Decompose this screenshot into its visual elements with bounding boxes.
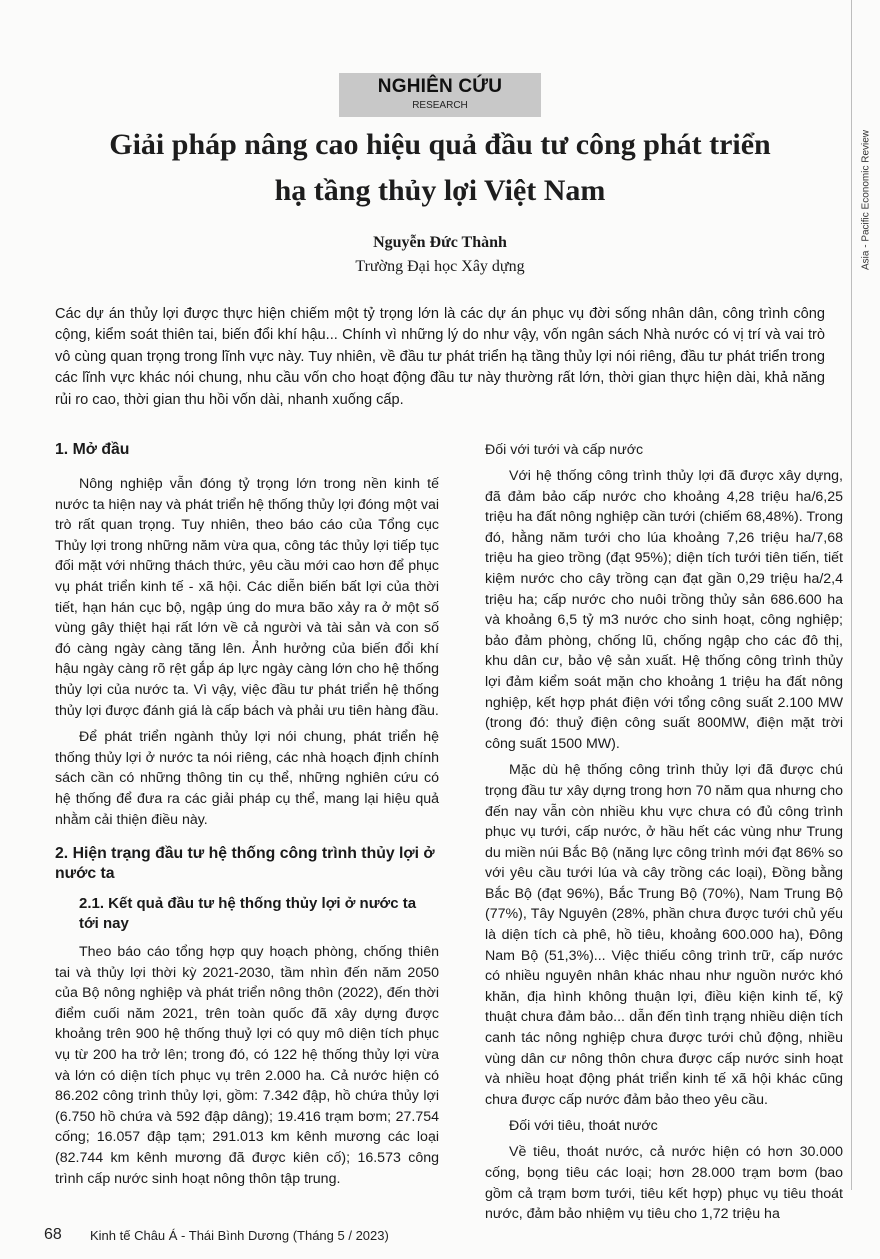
paragraph: Mặc dù hệ thống công trình thủy lợi đã được chú trọng đầu tư xây dựng trong hơn 70 năm qua nhưng cho đến nay vẫn còn nhiều khu vực chưa có đủ công trình phục vụ tưới, cấp nước, ở hầu hết các vùng như Trung du miền núi Bắc Bộ (năng lực công trình mới đạt 86% so với yêu cầu tưới lúa và cây trồng các loại), Đồng bằng Bắc Bộ (đạt 96%), Bắc Trung Bộ (70%), Nam Trung Bộ (77%), Tây Nguyên (28%, phần chưa được tưới chủ yếu là diện tích cà phê, hồ tiêu, khoảng 600.000 ha), Đông Nam Bộ (51,3%)... Việc thiếu công trình trữ, cấp nước có nhiều nguyên nhân khác nhau như nguồn nước khó khăn, địa hình không thuận lợi, điều kiện kinh tế, kỹ thuật chưa đảm bảo... dẫn đến tình trạng nhiều diện tích canh tác nông nghiệp chưa được tưới chủ động, nhiều vùng dân cư nông thôn chưa được cấp nước sinh hoạt và nhiều hoạt động phát triển kinh tế xã hội khác cũng chưa được cấp nước đảm bảo theo yêu cầu. <box>485 762 843 1108</box>
article-title <box>40 122 840 214</box>
paragraph: Với hệ thống công trình thủy lợi đã được xây dựng, đã đảm bảo cấp nước cho khoảng 4,28 triệu ha/6,25 triệu ha đất nông nghiệp cần tưới (chiếm 68,48%). Trong đó, hằng năm tưới cho lúa khoảng 7,26 triệu ha/7,68 triệu ha gieo trồng (đạt 95%); diện tích tưới tiên tiến, tiết kiệm nước cho cây trồng cạn đạt gần 0,29 triệu ha/2,4 triệu ha; cấp nước cho nuôi trồng thủy sản 686.600 ha và khoảng 6,5 tỷ m3 nước cho sinh hoạt, công nghiệp; bảo đảm phòng, chống lũ, chống ngập cho các đô thị, khu dân cư, bảo vệ sản xuất. Hệ thống công trình thủy lợi đảm kiểm soát mặn cho khoảng 1 triệu ha đất nông nghiệp, kết hợp phát điện với tổng công suất 2.100 MW (trong đó: thuỷ điện công suất 800MW, điện mặt trời công suất 1500 MW). <box>485 468 843 752</box>
side-divider <box>851 0 852 1190</box>
subheading-drainage: Đối với tiêu, thoát nước <box>509 1118 658 1135</box>
heading-current-status: 2. Hiện trạng đầu tư hệ thống công trình thủy lợi ở nước ta <box>55 845 435 883</box>
right-column <box>485 440 843 1231</box>
journal-side-label: Asia - Pacific Economic Review <box>860 129 872 271</box>
section-label-en: RESEARCH <box>412 100 468 111</box>
page-footer <box>0 1226 880 1252</box>
subheading-irrigation: Đối với tưới và cấp nước <box>485 442 644 458</box>
left-column <box>55 440 439 1195</box>
paragraph: Để phát triển ngành thủy lợi nói chung, phát triển hệ thống thủy lợi ở nước ta nói riêng, các nhà hoạch định chính sách cần có những thông tin cụ thể, những nghiên cứu có hệ thống để đưa ra các giải pháp cụ thể, mang lại hiệu quả nhằm cải thiện điều này. <box>55 729 439 828</box>
paragraph: Nông nghiệp vẫn đóng tỷ trọng lớn trong nền kinh tế nước ta hiện nay và phát triển hệ thống thủy lợi đóng một vai trò rất quan trọng. Tuy nhiên, theo báo cáo của Tổng cục Thủy lợi trong những năm vừa qua, công tác thủy lợi tiếp tục đối mặt với những thách thức, yêu cầu mới cao hơn để phục vụ phát triển kinh tế - xã hội. Các diễn biến bất lợi của thời tiết, hạn hán cục bộ, ngập úng do mưa bão xảy ra ở một số vùng gây thiệt hại rất lớn về cả người và tài sản và con số đó càng ngày càng tăng lên. Ảnh hưởng của biến đổi khí hậu ngày càng rõ rệt gắp áp lực ngày càng lớn cho hệ thống thủy lợi của nước ta. Vì vậy, việc đầu tư phát triển hệ thống thủy lợi được đánh giá là cấp bách và phải ưu tiên hàng đầu. <box>55 476 439 719</box>
paragraph: Theo báo cáo tổng hợp quy hoạch phòng, chống thiên tai và thủy lợi thời kỳ 2021-2030, tầm nhìn đến năm 2050 của Bộ nông nghiệp và phát triển nông thôn (2022), đến thời điểm cuối năm 2021, trên toàn quốc đã xây dựng được khoảng trên 900 hệ thống thuỷ lợi có quy mô diện tích phục vụ từ 200 ha trở lên; trong đó, có 122 hệ thống thủy lợi vừa và lớn có diện tích phục vụ trên 2.000 ha. Cả nước hiện có 86.202 công trình thủy lợi, gồm: 7.342 đập, hồ chứa thủy lợi (6.750 hồ chứa và 592 đập dâng); 19.416 trạm bơm; 27.754 cống; 16.057 đập tạm; 291.013 km kênh mương các loại (82.744 km kênh mương đã được kiên cố); 16.573 công trình cấp nước sinh hoạt nông thôn tập trung. <box>55 944 439 1187</box>
subheading-results: 2.1. Kết quả đầu tư hệ thống thủy lợi ở nước ta tới nay <box>79 895 417 933</box>
author-affiliation: Trường Đại học Xây dựng <box>355 258 525 275</box>
section-label: NGHIÊN CỨU <box>377 76 503 97</box>
author-name: Nguyễn Đức Thành <box>373 234 507 251</box>
abstract: Các dự án thủy lợi được thực hiện chiếm một tỷ trọng lớn là các dự án phục vụ đời sống nhân dân, công trình công cộng, kiểm soát thiên tai, biến đổi khí hậu... Chính vì những lý do như vậy, vốn ngân sách Nhà nước có vị trí và vai trò vô cùng quan trọng trong lĩnh vực này. Tuy nhiên, về đầu tư phát triển hạ tầng thủy lợi nói riêng, đầu tư phát triển trong các lĩnh vực khác nói chung, nhu cầu vốn cho hoạt động đầu tư này thường rất lớn, thời gian thực hiện dài, khả năng rủi ro cao, thời gian thu hồi vốn dài, nhanh xuống cấp. <box>55 306 825 408</box>
page-number: 68 <box>44 1226 62 1243</box>
journal-footer: Kinh tế Châu Á - Thái Bình Dương (Tháng 5 / 2023) <box>90 1228 389 1243</box>
title-line-1: Giải pháp nâng cao hiệu quả đầu tư công phát triển <box>109 128 771 161</box>
heading-introduction: 1. Mở đầu <box>55 441 130 458</box>
paragraph: Về tiêu, thoát nước, cả nước hiện có hơn 30.000 cống, bọng tiêu các loại; hơn 28.000 trạm bơm (bao gồm cả trạm bơm tưới, tiêu kết hợp) phục vụ tiêu thoát nước, đảm bảo nhiệm vụ tiêu cho 1,72 triệu ha <box>485 1144 843 1223</box>
title-line-2: hạ tầng thủy lợi Việt Nam <box>274 174 606 207</box>
